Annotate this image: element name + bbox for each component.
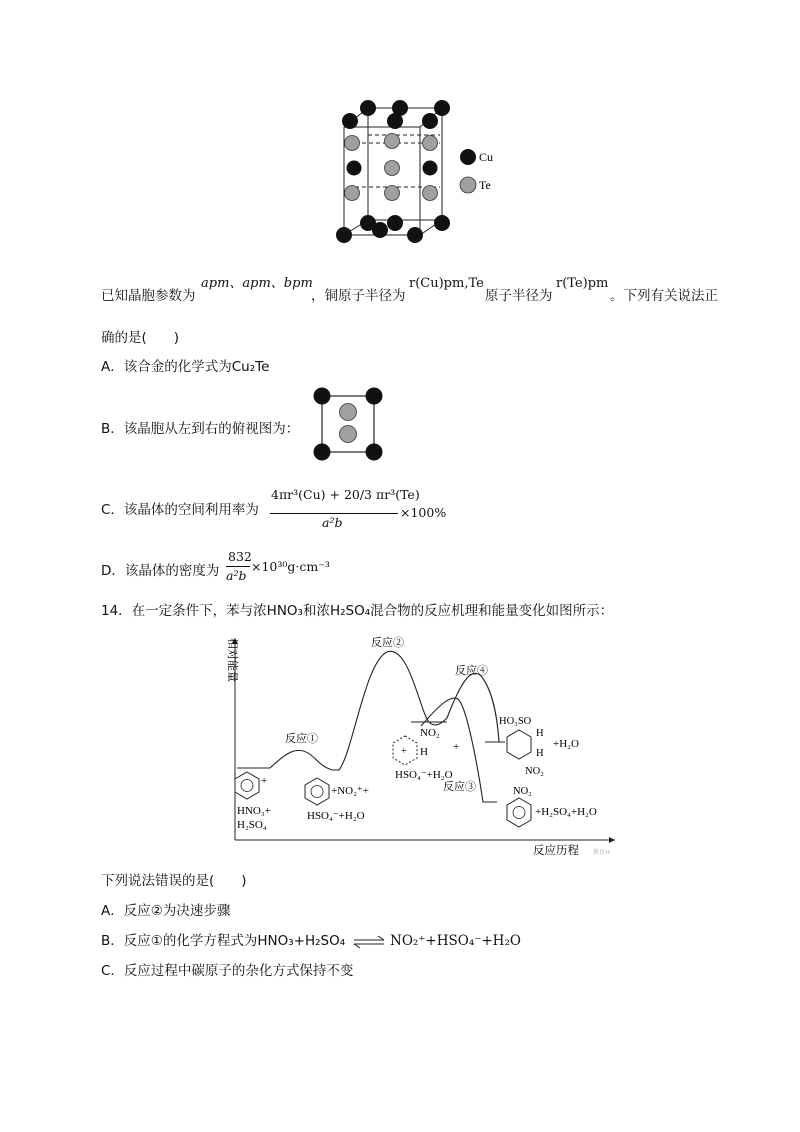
te-atom xyxy=(385,134,400,149)
option-b-14-suffix: NO₂⁺+HSO₄⁻+H₂O xyxy=(390,933,521,949)
watermark: 教育W xyxy=(593,850,611,856)
option-d-13-prefix: D．该晶体的密度为 xyxy=(101,563,220,579)
species-4-h2: H xyxy=(536,748,544,759)
species-3-plus: + xyxy=(453,741,460,753)
species-1-line-b: H₂SO₄ xyxy=(237,819,267,831)
legend-te-label: Te xyxy=(479,178,491,192)
species-2-line-b: HSO₄⁻+H₂O xyxy=(307,810,365,822)
ring-4 xyxy=(507,730,531,759)
te-atom xyxy=(345,186,360,201)
species-1-line-a: HNO₃+ xyxy=(237,805,271,817)
species-4-h1: H xyxy=(536,728,544,739)
svg-text:+: + xyxy=(261,775,268,787)
top-view-figure xyxy=(308,384,388,464)
cu-atom xyxy=(347,161,362,176)
option-c-13-prefix: C．该晶体的空间利用率为 xyxy=(101,502,259,518)
option-c-13-suffix: ×100% xyxy=(400,505,447,520)
label-reaction-3: 反应③ xyxy=(443,781,476,793)
cu-atom xyxy=(407,227,423,243)
cu-atom xyxy=(336,227,352,243)
te-atom xyxy=(423,136,438,151)
energy-diagram xyxy=(215,632,625,860)
species-4-no2: NO₂ xyxy=(525,766,544,777)
equilibrium-arrow xyxy=(352,934,386,950)
species-3-no2: NO₂ xyxy=(420,727,440,739)
species-4-plus: +H₂O xyxy=(553,738,579,750)
label-reaction-1: 反应① xyxy=(285,733,318,745)
problem-14-question: 下列说法错误的是( ) xyxy=(101,873,247,889)
option-a-13: A．该合金的化学式为Cu₂Te xyxy=(101,359,270,375)
stem-text-line2: 确的是( ) xyxy=(101,330,180,346)
stem-text-2: ，铜原子半径为 xyxy=(311,288,406,304)
cu-atom xyxy=(387,113,403,129)
ring-5 xyxy=(507,798,531,827)
stem-text-4: 。下列有关说法正 xyxy=(610,288,718,304)
svg-text:+: + xyxy=(401,746,407,757)
species-3-h: H xyxy=(420,746,428,758)
option-c-13-denominator: a²b xyxy=(322,515,343,530)
stem-rcu: r(Cu)pm,Te xyxy=(409,276,484,291)
option-c-13-numerator: 4πr³(Cu) + 20/3 πr³(Te) xyxy=(271,487,420,502)
te-atom xyxy=(385,161,400,176)
te-atom xyxy=(345,136,360,151)
benzene-ring-1 xyxy=(235,772,259,799)
cu-atom xyxy=(434,215,450,231)
problem-14-stem: 14．在一定条件下，苯与浓HNO₃和浓H₂SO₄混合物的反应机理和能量变化如图所示： xyxy=(101,603,614,619)
species-3-line-b: HSO₄⁻+H₂O xyxy=(395,769,453,781)
legend-cu-label: Cu xyxy=(479,150,494,164)
option-b-13: B．该晶胞从左到右的俯视图为： xyxy=(101,421,300,437)
cu-atom xyxy=(434,100,450,116)
cu-atom xyxy=(342,113,358,129)
option-d-13-numerator: 832 xyxy=(228,549,252,564)
cu-atom xyxy=(422,113,438,129)
option-b-14-prefix: B．反应①的化学方程式为HNO₃+H₂SO₄ xyxy=(101,933,346,949)
cu-atom xyxy=(372,222,388,238)
stem-param-a-b: apm、apm、bpm xyxy=(201,276,313,291)
species-5-plus: +H₂SO₄+H₂O xyxy=(535,806,597,818)
x-axis-label: 反应历程 xyxy=(533,845,579,857)
te-atom xyxy=(423,186,438,201)
species-5-no2: NO₂ xyxy=(513,786,532,797)
cu-atom xyxy=(387,215,403,231)
option-a-14: A．反应②为决速步骤 xyxy=(101,903,231,919)
species-4-ho3so: HO₃SO xyxy=(499,716,532,727)
option-d-13-suffix: ×10³⁰g·cm⁻³ xyxy=(251,559,330,574)
crystal-cell-figure xyxy=(330,95,510,250)
cu-atom xyxy=(360,100,376,116)
stem-rte: r(Te)pm xyxy=(556,276,609,291)
y-axis-label: 相对能量 xyxy=(226,638,238,682)
label-reaction-2: 反应② xyxy=(371,637,404,649)
benzene-ring-2 xyxy=(305,778,329,805)
species-2-line-a: +NO₂⁺+ xyxy=(331,785,369,797)
te-atom xyxy=(385,186,400,201)
option-d-13-denominator: a²b xyxy=(226,568,247,583)
cu-atom xyxy=(423,161,438,176)
legend-cu-marker xyxy=(460,149,476,165)
legend-te-marker xyxy=(460,177,476,193)
stem-text-1: 已知晶胞参数为 xyxy=(101,288,196,304)
label-reaction-4: 反应④ xyxy=(455,665,488,677)
option-c-14: C．反应过程中碳原子的杂化方式保持不变 xyxy=(101,963,354,979)
stem-text-3: 原子半径为 xyxy=(485,288,553,304)
